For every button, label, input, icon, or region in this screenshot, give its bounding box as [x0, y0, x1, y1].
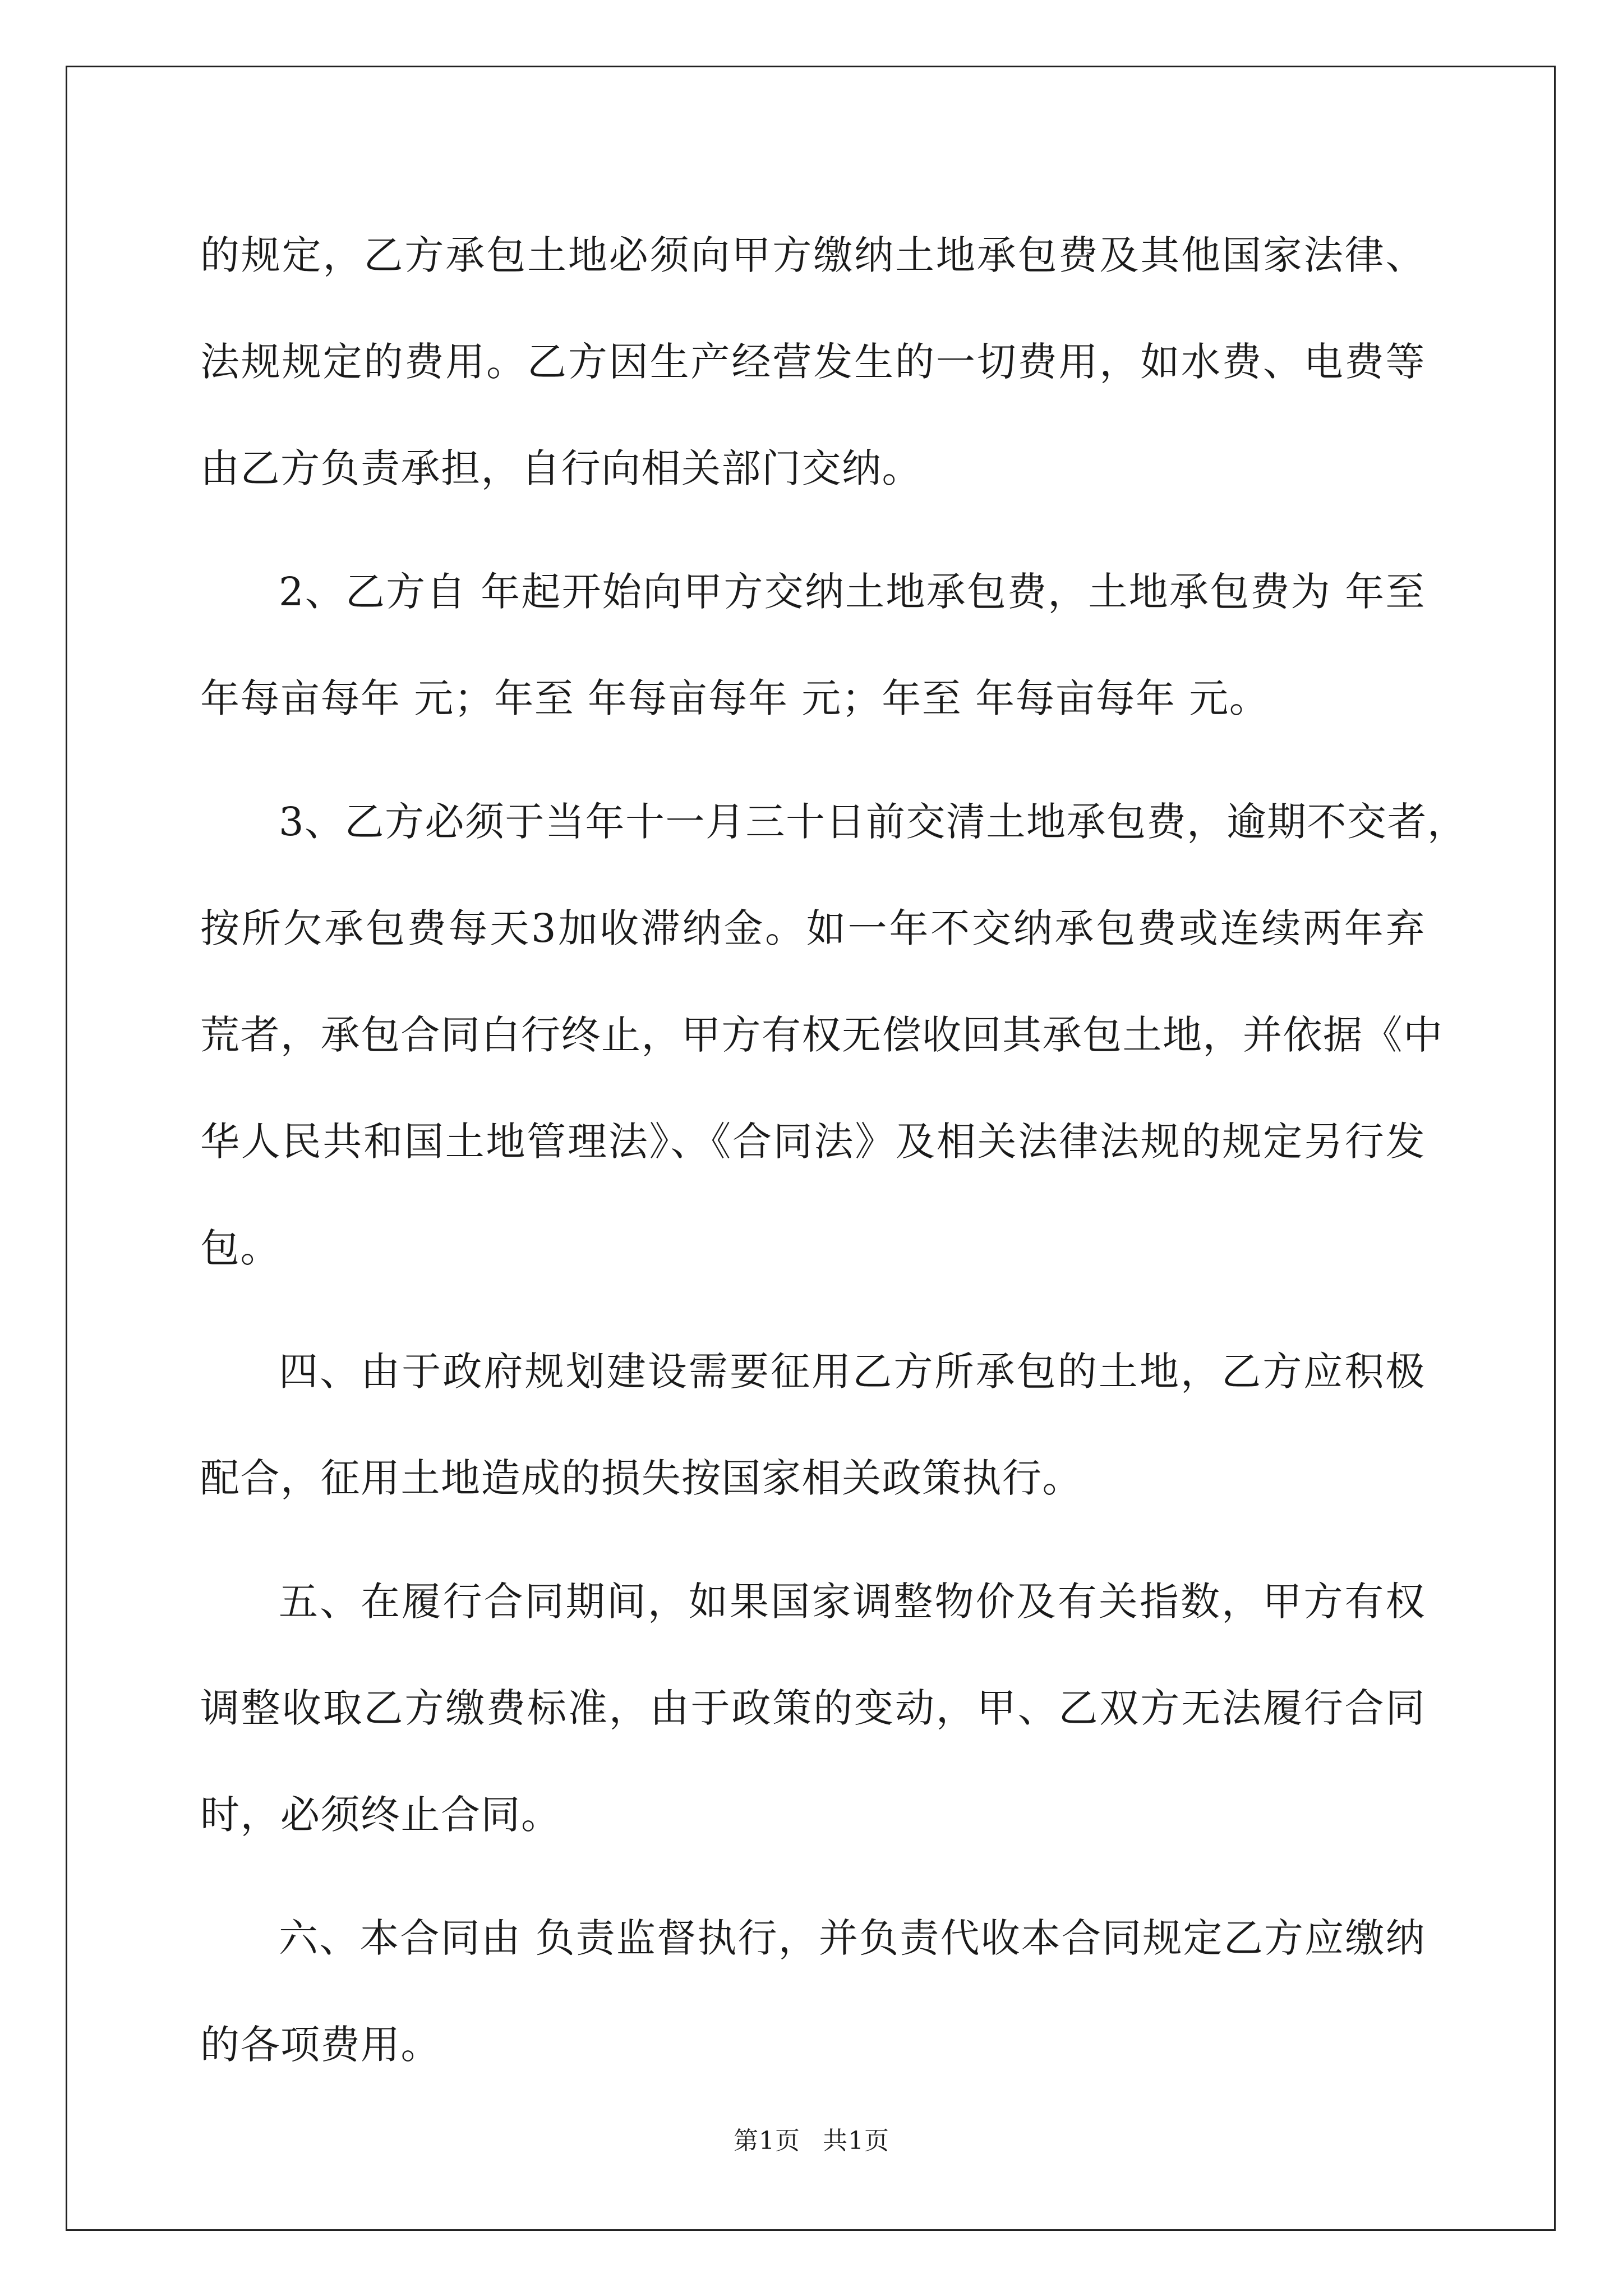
text-line: 的规定，乙方承包土地必须向甲方缴纳土地承包费及其他国家法律、: [200, 232, 1426, 278]
text-line: 按所欠承包费每天3加收滞纳金。如一年不交纳承包费或连续两年弃: [200, 905, 1426, 951]
text-line: 荒者，承包合同白行终止，甲方有权无偿收回其承包土地，并依据《中: [200, 1012, 1444, 1058]
page-total: 共1页: [823, 2127, 889, 2155]
paragraph-2: [200, 539, 1426, 752]
text-line: 由乙方负责承担，自行向相关部门交纳。: [200, 445, 922, 491]
text-line: 的各项费用。: [200, 2022, 441, 2068]
paragraph-6: [200, 1885, 1426, 2098]
text-line: 四、由于政府规划建设需要征用乙方所承包的土地，乙方应积极: [279, 1349, 1426, 1395]
text-line: 法规规定的费用。乙方因生产经营发生的一切费用，如水费、电费等: [200, 339, 1426, 385]
text-line: 时，必须终止合同。: [200, 1792, 561, 1838]
text-line: 华人民共和国土地管理法》、《合同法》及相关法律法规的规定另行发: [200, 1119, 1426, 1165]
paragraph-1: [200, 202, 1426, 522]
page-footer: [0, 2120, 1623, 2156]
page-number: 第1页: [734, 2127, 800, 2155]
paragraph-4: [200, 1318, 1426, 1531]
text-line: 调整收取乙方缴费标准，由于政策的变动，甲、乙双方无法履行合同: [200, 1685, 1426, 1731]
paragraph-5: [200, 1548, 1426, 1868]
text-line: 年每亩每年 元；年至 年每亩每年 元；年至 年每亩每年 元。: [200, 675, 1270, 721]
text-line: 包。: [200, 1225, 280, 1271]
text-line: 3、乙方必须于当年十一月三十日前交清土地承包费，逾期不交者，: [279, 799, 1468, 845]
text-line: 六、本合同由 负责监督执行，并负责代收本合同规定乙方应缴纳: [279, 1915, 1426, 1961]
paragraph-3: [200, 769, 1468, 1301]
document-body: [200, 202, 1468, 2098]
text-line: 2、乙方自 年起开始向甲方交纳土地承包费，土地承包费为 年至: [279, 569, 1426, 615]
text-line: 配合，征用土地造成的损失按国家相关政策执行。: [200, 1455, 1082, 1501]
text-line: 五、在履行合同期间，如果国家调整物价及有关指数，甲方有权: [279, 1579, 1426, 1625]
